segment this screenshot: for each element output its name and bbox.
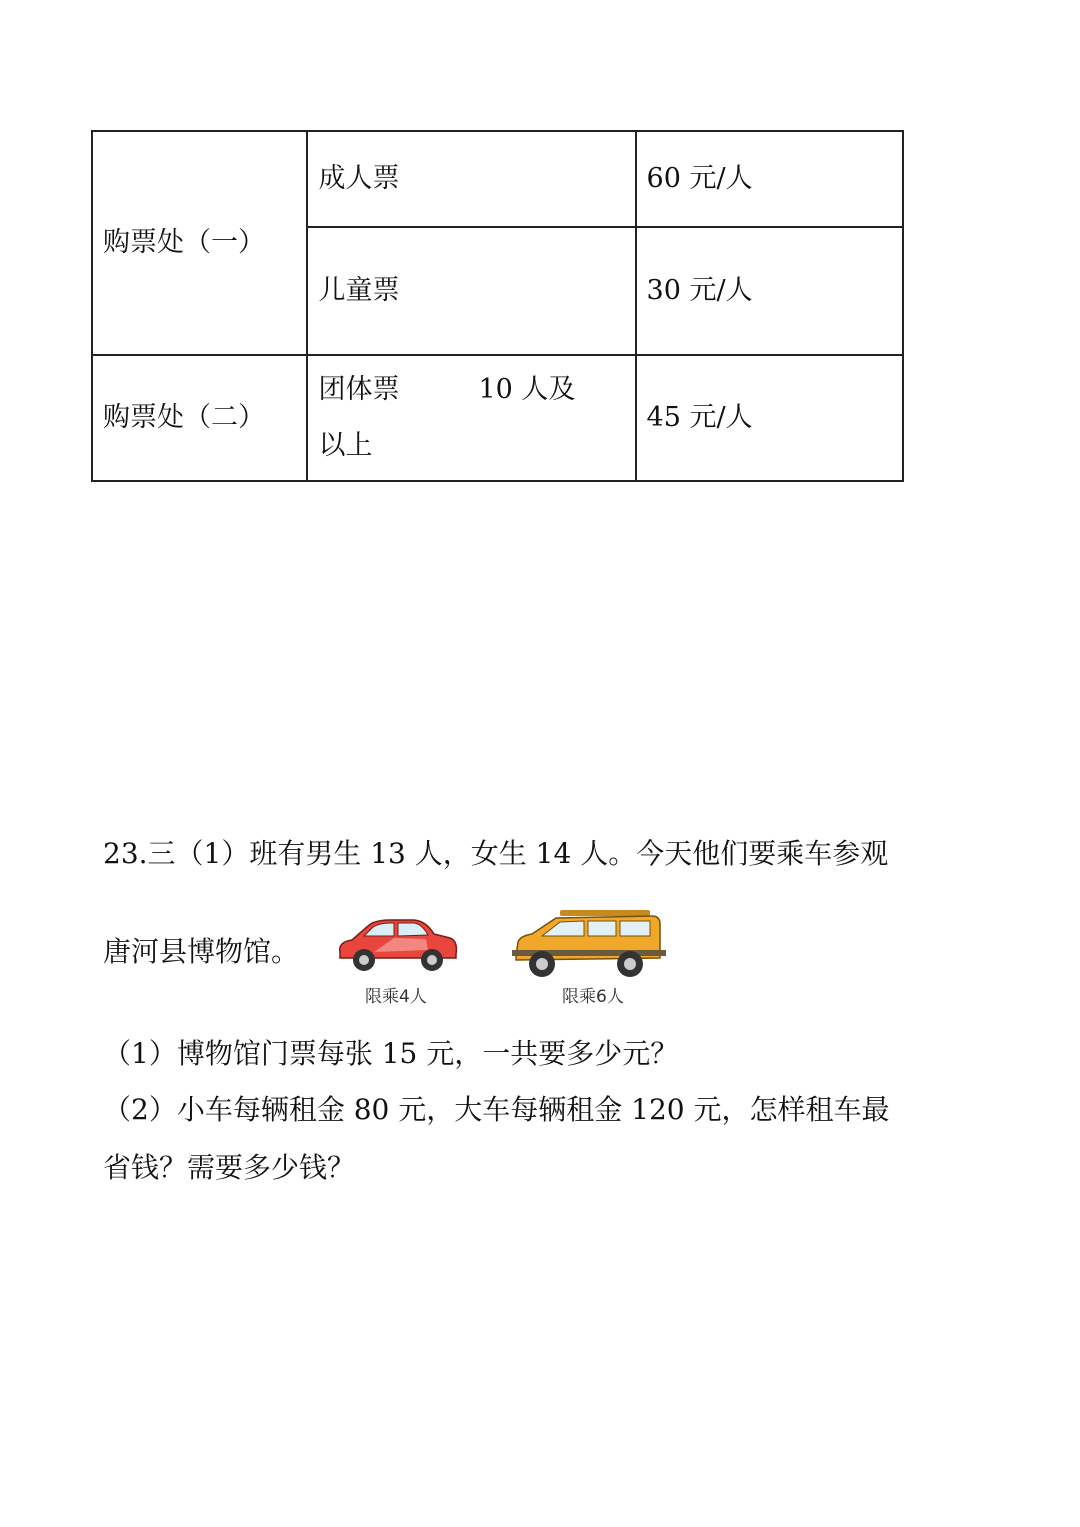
question-text-line2: 唐河县博物馆。 [103,935,300,968]
sub-question-1: （1）博物馆门票每张 15 元，一共要多少元？ [103,1037,679,1070]
group-ticket-condition-cont: 以上 [318,430,373,461]
group-price-cell: 45 元/人 [636,355,903,481]
group-ticket-condition: 10 人及 [478,374,576,405]
question-text-line1: 23.三（1）班有男生 13 人，女生 14 人。今天他们要乘车参观 [103,837,889,870]
adult-ticket-cell: 成人票 [307,131,635,227]
group-ticket-label: 团体票 [318,374,400,405]
counter-two-cell: 购票处（二） [92,355,307,481]
table-row [92,355,903,481]
group-ticket-cell [307,355,635,481]
small-car-caption: 限乘4人 [365,987,427,1007]
counter-one-cell: 购票处（一） [92,131,307,355]
child-ticket-cell: 儿童票 [307,227,635,355]
sub-question-2-cont: 省钱？需要多少钱？ [103,1151,356,1184]
small-car-icon [334,914,460,974]
child-price-cell: 30 元/人 [636,227,903,355]
big-car-caption: 限乘6人 [562,987,624,1007]
adult-price-cell: 60 元/人 [636,131,903,227]
sub-question-2: （2）小车每辆租金 80 元，大车每辆租金 120 元，怎样租车最 [103,1093,890,1126]
table-row [92,131,903,227]
big-car-icon [512,908,666,980]
ticket-price-table [91,130,904,482]
